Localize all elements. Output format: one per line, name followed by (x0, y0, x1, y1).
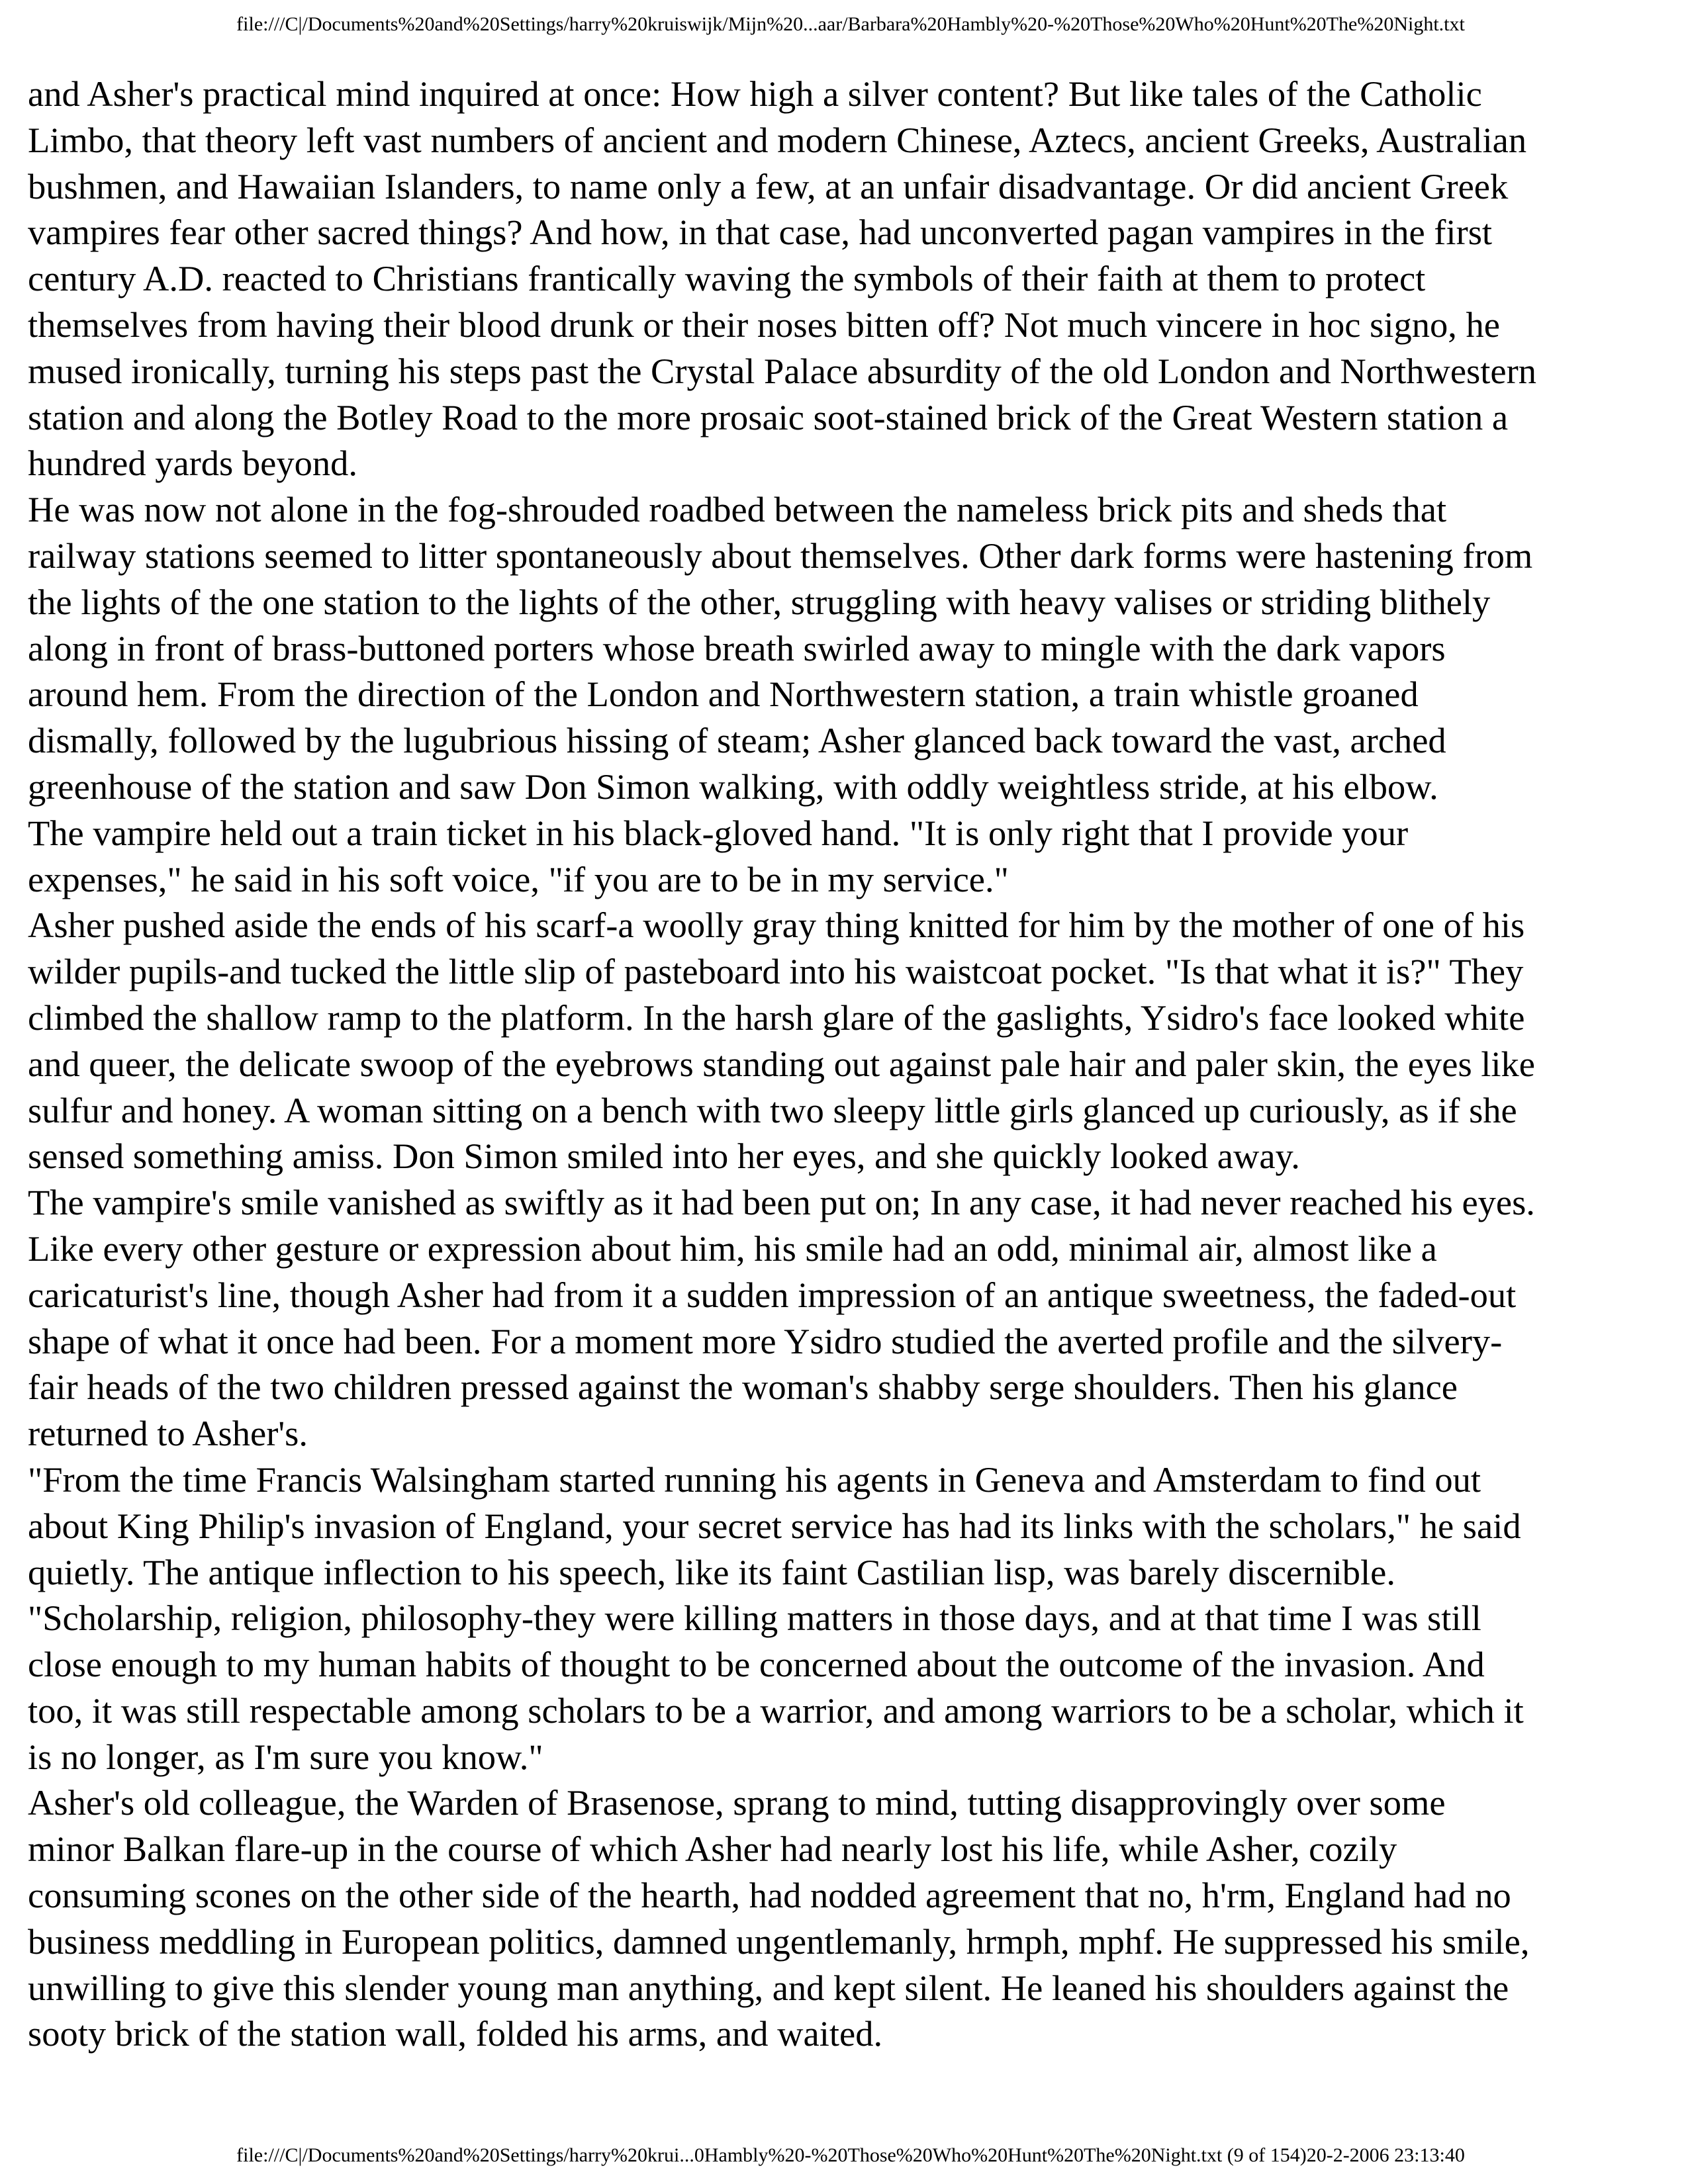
text-line: vampires fear other sacred things? And how, in that case, had unconverted pagan vampires in the first (28, 212, 1493, 253)
text-line: returned to Asher's. (28, 1413, 308, 1454)
text-line: dismally, followed by the lugubrious hissing of steam; Asher glanced back toward the vast, arched (28, 720, 1446, 761)
page-header-file-path: file:///C|/Documents%20and%20Settings/harry%20kruiswijk/Mijn%20...aar/Barbara%20Hambly%20-%20Those%20Who%20Hunt%20The%20Night.txt (236, 13, 1465, 35)
text-line: minor Balkan flare-up in the course of which Asher had nearly lost his life, while Asher, cozily (28, 1829, 1397, 1870)
text-line: shape of what it once had been. For a moment more Ysidro studied the averted profile and the silvery- (28, 1320, 1503, 1361)
text-line: sulfur and honey. A woman sitting on a bench with two sleepy little girls glanced up curiously, as if she (28, 1089, 1517, 1130)
text-line: century A.D. reacted to Christians frantically waving the symbols of their faith at them to protect (28, 258, 1426, 299)
page-footer-file-path: file:///C|/Documents%20and%20Settings/harry%20krui...0Hambly%20-%20Those%20Who%20Hunt%20The%20Night.txt (9 of 154)20-2-2006 23:13:40 (236, 2144, 1465, 2166)
text-line: consuming scones on the other side of the hearth, had nodded agreement that no, h'rm, England had no (28, 1875, 1511, 1916)
text-line: unwilling to give this slender young man anything, and kept silent. He leaned his shoulders against the (28, 1967, 1509, 2008)
text-line: The vampire's smile vanished as swiftly as it had been put on; In any case, it had never reached his eyes. (28, 1182, 1535, 1223)
text-line: themselves from having their blood drunk or their noses bitten off? Not much vincere in hoc signo, he (28, 304, 1500, 345)
text-line: about King Philip's invasion of England, your secret service has had its links with the scholars," he said (28, 1505, 1521, 1546)
text-line: close enough to my human habits of thought to be concerned about the outcome of the invasion. And (28, 1644, 1485, 1685)
text-line: fair heads of the two children pressed against the woman's shabby serge shoulders. Then his glance (28, 1367, 1458, 1408)
text-line: "Scholarship, religion, philosophy-they were killing matters in those days, and at that time I was still (28, 1598, 1481, 1639)
text-line: He was now not alone in the fog-shrouded roadbed between the nameless brick pits and sheds that (28, 489, 1447, 530)
text-line: business meddling in European politics, damned ungentlemanly, hrmph, mphf. He suppressed his smile, (28, 1921, 1530, 1962)
text-line: sooty brick of the station wall, folded his arms, and waited. (28, 2013, 883, 2054)
document-body (28, 71, 1663, 2057)
text-line: expenses," he said in his soft voice, "if you are to be in my service." (28, 858, 1009, 899)
text-line: sensed something amiss. Don Simon smiled into her eyes, and she quickly looked away. (28, 1136, 1300, 1177)
text-line: and Asher's practical mind inquired at once: How high a silver content? But like tales of the Catholic (28, 73, 1482, 114)
text-line: climbed the shallow ramp to the platform. In the harsh glare of the gaslights, Ysidro's face looked white (28, 997, 1525, 1038)
text-line: "From the time Francis Walsingham started running his agents in Geneva and Amsterdam to find out (28, 1459, 1481, 1500)
text-line: mused ironically, turning his steps past the Crystal Palace absurdity of the old London and Northwestern (28, 350, 1536, 391)
text-line: quietly. The antique inflection to his speech, like its faint Castilian lisp, was barely discernible. (28, 1551, 1395, 1592)
text-line: railway stations seemed to litter spontaneously about themselves. Other dark forms were hastening from (28, 535, 1533, 576)
text-line: the lights of the one station to the lights of the other, struggling with heavy valises or striding blithely (28, 581, 1491, 622)
text-line: Limbo, that theory left vast numbers of ancient and modern Chinese, Aztecs, ancient Greeks, Australian (28, 119, 1527, 160)
text-line: Asher pushed aside the ends of his scarf-a woolly gray thing knitted for him by the mother of one of his (28, 905, 1525, 946)
text-line: greenhouse of the station and saw Don Simon walking, with oddly weightless stride, at his elbow. (28, 766, 1438, 807)
text-line: Like every other gesture or expression about him, his smile had an odd, minimal air, almost like a (28, 1228, 1437, 1269)
text-line: is no longer, as I'm sure you know." (28, 1736, 543, 1777)
text-line: station and along the Botley Road to the more prosaic soot-stained brick of the Great Western station a (28, 396, 1509, 437)
text-line: Asher's old colleague, the Warden of Brasenose, sprang to mind, tutting disapprovingly over some (28, 1782, 1446, 1823)
text-line: around hem. From the direction of the London and Northwestern station, a train whistle groaned (28, 674, 1419, 715)
text-line: along in front of brass-buttoned porters whose breath swirled away to mingle with the dark vapors (28, 627, 1446, 668)
text-line: too, it was still respectable among scholars to be a warrior, and among warriors to be a scholar, which it (28, 1690, 1524, 1731)
text-line: The vampire held out a train ticket in his black-gloved hand. "It is only right that I provide your (28, 812, 1409, 853)
text-line: caricaturist's line, though Asher had from it a sudden impression of an antique sweetness, the faded-out (28, 1274, 1517, 1315)
text-line: and queer, the delicate swoop of the eyebrows standing out against pale hair and paler skin, the eyes like (28, 1043, 1535, 1084)
text-line: wilder pupils-and tucked the little slip of pasteboard into his waistcoat pocket. "Is that what it is?" They (28, 951, 1524, 992)
text-line: bushmen, and Hawaiian Islanders, to name only a few, at an unfair disadvantage. Or did ancient Greek (28, 165, 1509, 206)
text-line: hundred yards beyond. (28, 443, 357, 484)
